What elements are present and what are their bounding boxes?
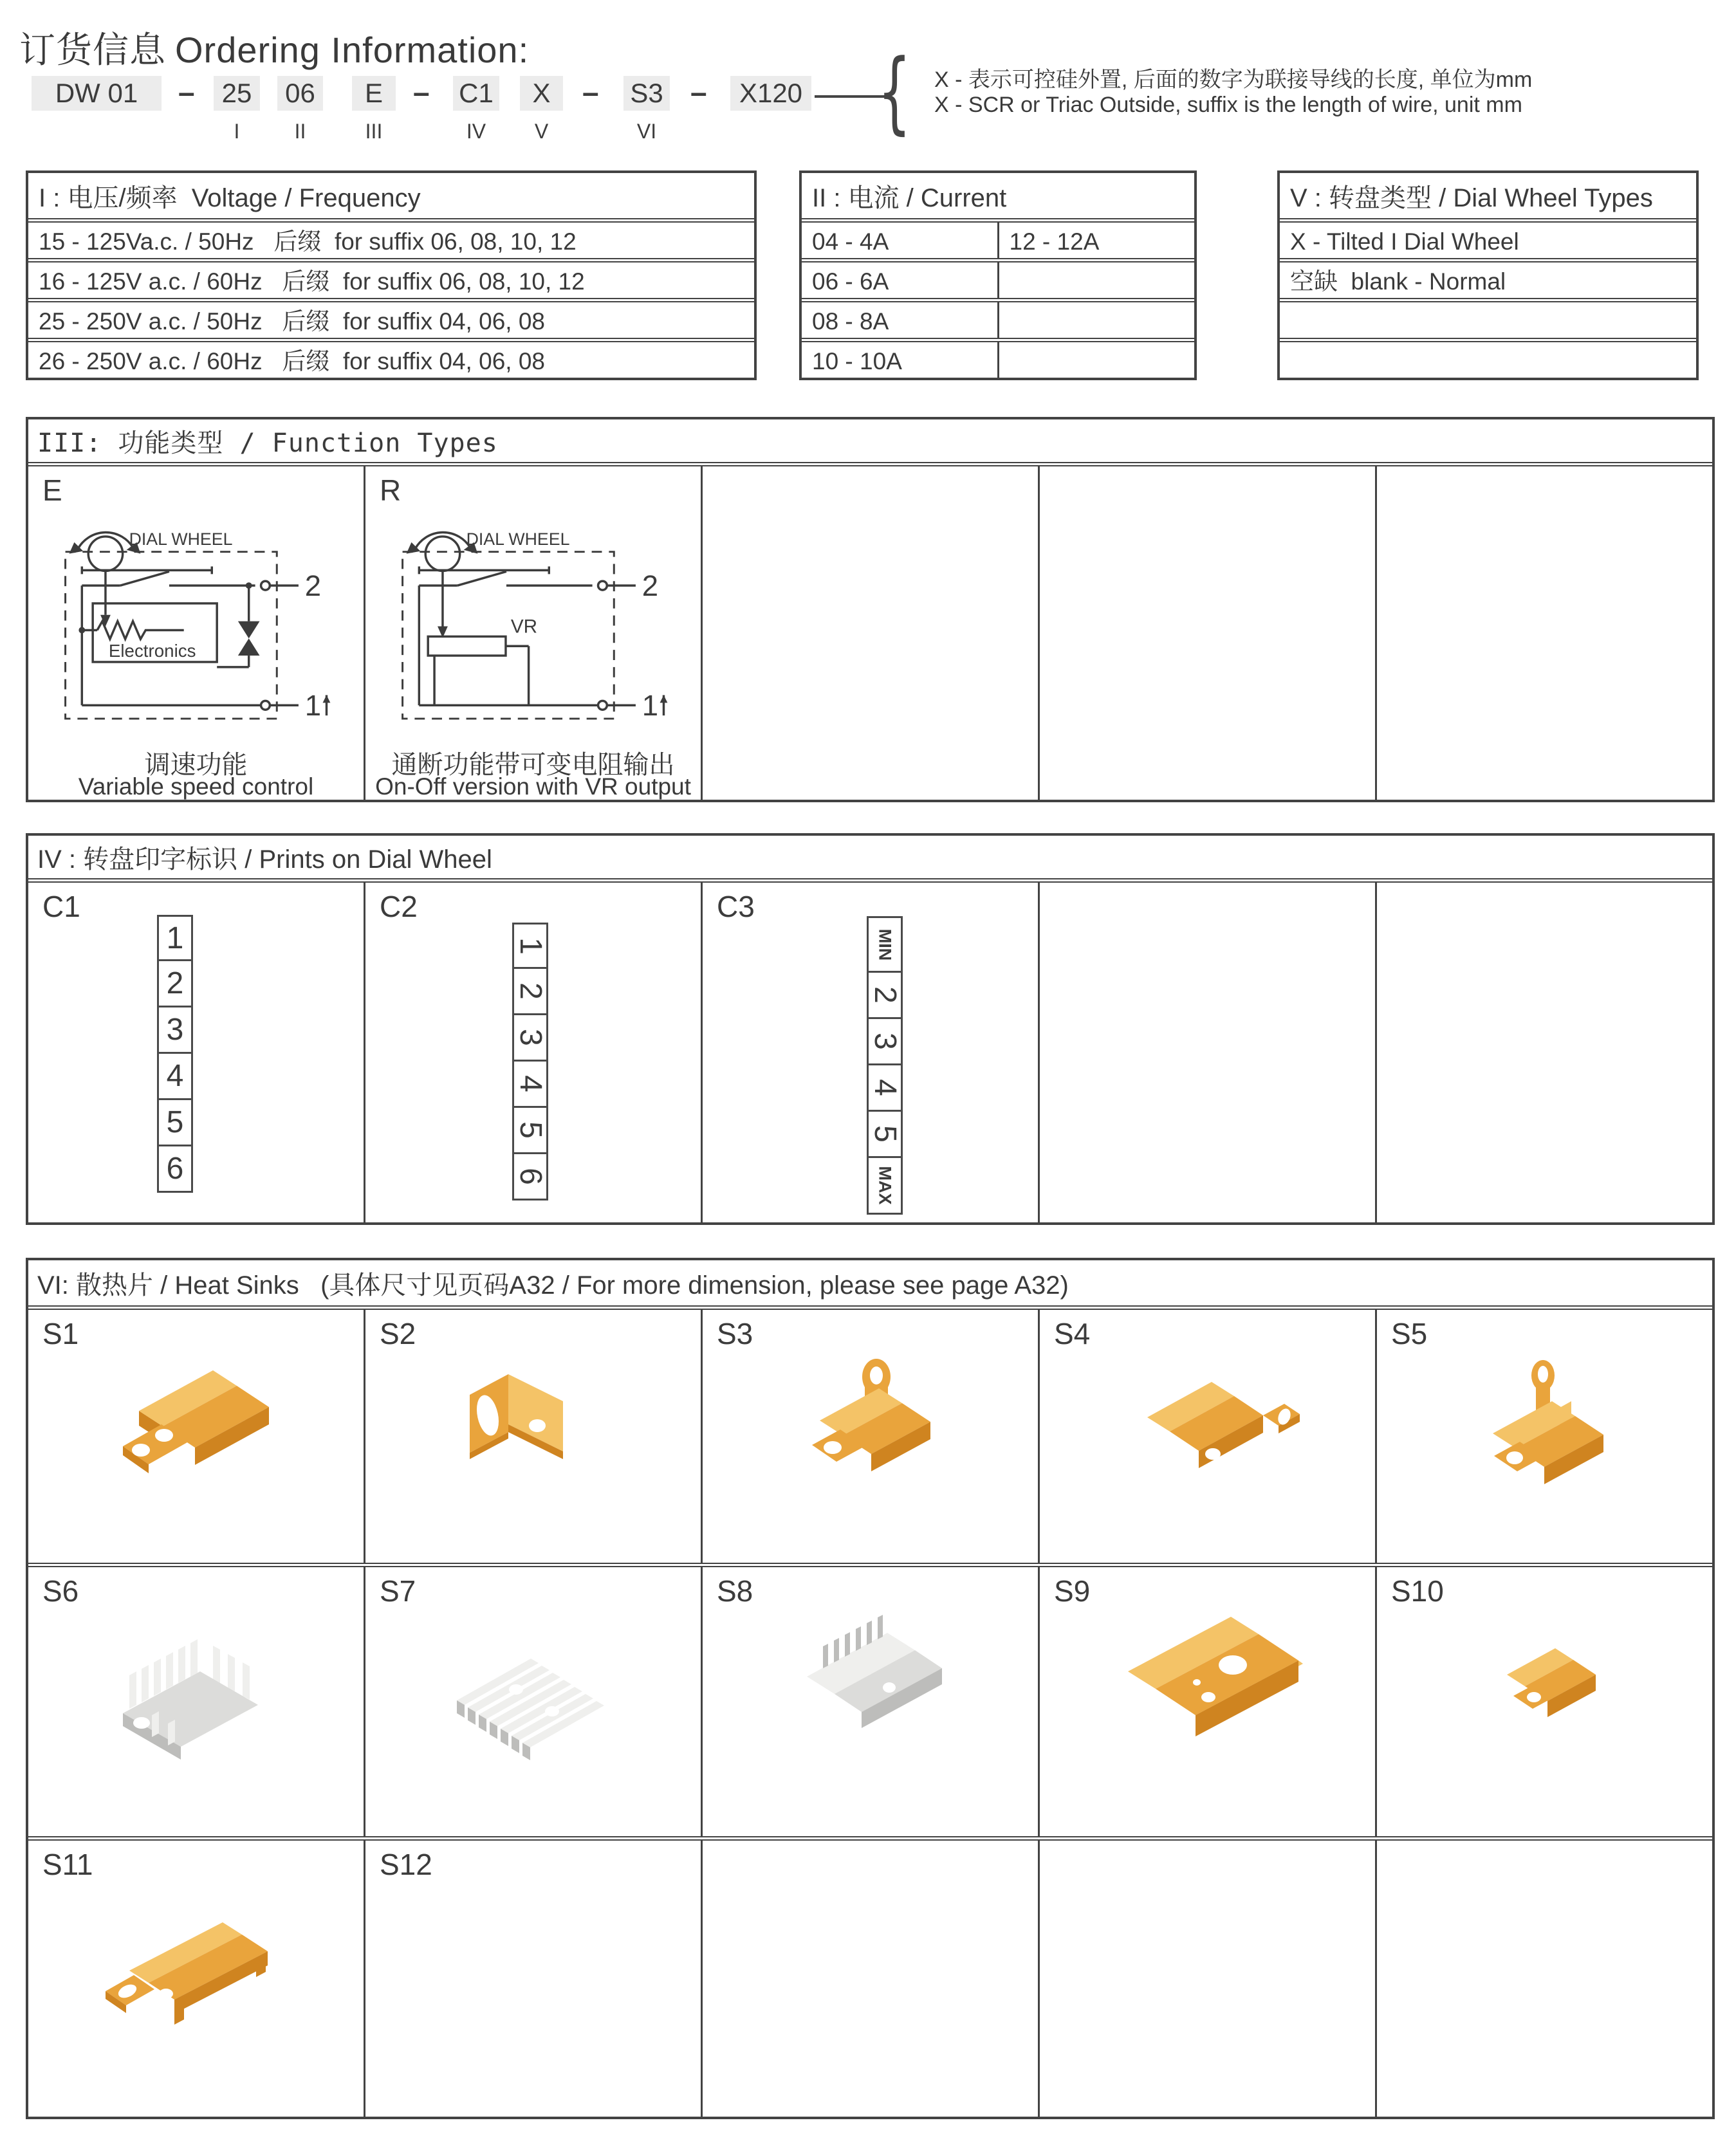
rotation-arc-icon	[78, 532, 133, 548]
table-cell	[997, 262, 1195, 298]
circuit-diagram-e	[39, 514, 357, 740]
heatsink-s1-image	[68, 1343, 313, 1536]
table-row	[802, 218, 1194, 258]
heatsink-label: S3	[717, 1317, 753, 1350]
current-table-header: II : 电流 / Current	[812, 183, 1007, 212]
prints-cell-empty	[1038, 883, 1375, 1222]
heatsink-cell-s10	[1375, 1567, 1712, 1836]
heatsink-s7-image	[405, 1601, 650, 1794]
code-numeral-V: V	[534, 120, 549, 143]
function-code-label: E	[42, 474, 62, 507]
heatsink-s9-image	[1080, 1601, 1324, 1794]
strip-cell: MIN	[867, 916, 903, 973]
heatsink-label: S8	[717, 1574, 753, 1608]
table-cell: 04 - 4A	[812, 228, 889, 255]
strip-cell: 4	[867, 1065, 903, 1112]
table-row: 25 - 250V a.c. / 50Hz 后缀 for suffix 04, 06, 08	[28, 298, 754, 338]
prints-code-label: C2	[380, 890, 418, 923]
caption-zh: 调速功能	[144, 751, 248, 779]
table-cell: 12 - 12A	[997, 223, 1195, 258]
prints-table-header: IV : 转盘印字标识 / Prints on Dial Wheel	[37, 845, 492, 874]
function-table-body	[28, 462, 1712, 800]
vr-label: VR	[510, 616, 538, 638]
heatsink-label: S9	[1054, 1574, 1091, 1608]
rotation-arc-icon	[415, 532, 470, 548]
function-cell-empty	[1038, 466, 1375, 800]
heatsink-s5-image	[1417, 1343, 1661, 1536]
table-row	[802, 298, 1194, 338]
code-box-e: E	[352, 76, 396, 111]
note-line-en: X - SCR or Triac Outside, suffix is the length of wire, unit mm	[934, 93, 1522, 117]
heatsink-cell-s5	[1375, 1310, 1712, 1563]
strip-cell: 4	[512, 1062, 548, 1108]
table-cell: 10 - 10A	[812, 348, 902, 374]
strip-cell: 6	[157, 1146, 193, 1193]
prints-code-label: C1	[42, 890, 80, 923]
voltage-table-header: I : 电压/频率 Voltage / Frequency	[39, 183, 421, 212]
table-cell: 08 - 8A	[812, 308, 889, 335]
terminal-1-label: 1	[304, 689, 322, 722]
code-box-s3: S3	[623, 76, 670, 111]
code-segment-x	[520, 76, 563, 143]
heatsink-label: S7	[380, 1574, 416, 1608]
heatsink-cell-s9	[1038, 1567, 1375, 1836]
code-dash: –	[413, 75, 430, 109]
heatsink-s10-image	[1417, 1601, 1661, 1794]
code-segment-c1	[453, 76, 499, 143]
strip-cell: 6	[512, 1154, 548, 1200]
dial-wheel-label: DIAL WHEEL	[466, 529, 570, 549]
strip-cell: 1	[157, 915, 193, 961]
terminal-1-label: 1	[642, 689, 659, 722]
heatsinks-row-2	[28, 1563, 1712, 1836]
code-box-x: X	[520, 76, 563, 111]
heatsink-s11-image	[68, 1874, 313, 2067]
code-dash: –	[690, 75, 707, 109]
heatsink-cell-s11	[28, 1841, 364, 2117]
code-box-c1: C1	[453, 76, 499, 111]
heatsink-cell-s3	[701, 1310, 1038, 1563]
heatsink-cell-empty	[1375, 1841, 1712, 2117]
table-row	[1280, 338, 1696, 378]
heatsink-label: S5	[1391, 1317, 1428, 1350]
heat-sinks-table	[26, 1258, 1715, 2119]
code-numeral-VI: VI	[636, 120, 657, 143]
strip-cell: 1	[512, 923, 548, 969]
strip-cell: 4	[157, 1054, 193, 1100]
strip-cell: 2	[867, 973, 903, 1019]
table-row	[1280, 298, 1696, 338]
strip-cell: 2	[512, 969, 548, 1015]
note-line-zh: X - 表示可控硅外置, 后面的数字为联接导线的长度, 单位为mm	[934, 68, 1533, 92]
heatsink-s3-image	[743, 1343, 987, 1536]
heatsink-cell-s6	[28, 1567, 364, 1836]
heatsink-cell-s4	[1038, 1310, 1375, 1563]
code-numeral-I: I	[234, 120, 240, 143]
table-row: 15 - 125Va.c. / 50Hz 后缀 for suffix 06, 08, 10, 12	[28, 218, 754, 258]
function-cell-empty	[701, 466, 1038, 800]
strip-cell: 3	[157, 1007, 193, 1054]
code-box-x120: X120	[730, 76, 811, 111]
heatsink-s4-image	[1080, 1343, 1324, 1536]
caption-en: On-Off version with VR output	[375, 773, 691, 800]
heatsink-cell-empty	[701, 1841, 1038, 2117]
dial-wheel-types-table	[1277, 170, 1699, 380]
dial-wheel-label: DIAL WHEEL	[129, 529, 233, 549]
heatsink-cell-s2	[364, 1310, 701, 1563]
heatsink-label: S11	[42, 1848, 93, 1881]
page-title-en: Ordering Information:	[175, 30, 530, 70]
function-cell-empty	[1375, 466, 1712, 800]
strip-cell: 5	[867, 1112, 903, 1158]
voltage-frequency-table	[26, 170, 757, 380]
connector-line	[815, 95, 885, 98]
dial-strip-c1	[157, 915, 193, 1193]
code-segment-s3	[623, 76, 670, 143]
table-row	[802, 258, 1194, 298]
electronics-label: Electronics	[108, 641, 196, 661]
code-segment-25	[214, 76, 260, 143]
table-row: X - Tilted I Dial Wheel	[1280, 218, 1696, 258]
code-numeral-III: III	[365, 120, 383, 143]
table-row: 16 - 125V a.c. / 60Hz 后缀 for suffix 06, 08, 10, 12	[28, 258, 754, 298]
prints-cell-empty	[1375, 883, 1712, 1222]
table-row: 空缺 blank - Normal	[1280, 258, 1696, 298]
code-box-dw01: DW 01	[32, 76, 162, 111]
heatsink-cell-s7	[364, 1567, 701, 1836]
triac-icon	[238, 621, 260, 639]
function-table-header: III: 功能类型 / Function Types	[37, 428, 498, 458]
table-row	[802, 338, 1194, 378]
prints-cell-c3	[701, 883, 1038, 1222]
table-row: 26 - 250V a.c. / 60Hz 后缀 for suffix 04, 06, 08	[28, 338, 754, 378]
heatsink-label: S6	[42, 1574, 79, 1608]
strip-cell: 5	[157, 1100, 193, 1146]
strip-cell: 5	[512, 1108, 548, 1154]
heatsink-s8-image	[743, 1601, 987, 1794]
heatsink-s6-image	[68, 1601, 313, 1794]
table-cell	[997, 302, 1195, 338]
heatsink-cell-s1	[28, 1310, 364, 1563]
prints-cell-c1	[28, 883, 364, 1222]
page-title-zh: 订货信息	[19, 30, 166, 70]
up-arrow-icon	[323, 695, 331, 703]
heatsink-cell-s8	[701, 1567, 1038, 1836]
triac-icon	[238, 638, 260, 656]
code-segment-x120	[730, 76, 811, 111]
heatsinks-row-3	[28, 1836, 1712, 2117]
dial-strip-c2	[512, 923, 548, 1200]
code-dash: –	[582, 75, 599, 109]
prints-on-dial-wheel-table	[26, 833, 1715, 1225]
strip-cell: MAX	[867, 1158, 903, 1215]
strip-cell: 3	[867, 1019, 903, 1065]
prints-cell-c2	[364, 883, 701, 1222]
dialwheel-table-header: V : 转盘类型 / Dial Wheel Types	[1290, 183, 1653, 212]
heatsink-cell-empty	[1038, 1841, 1375, 2117]
code-segment-dw01	[32, 76, 162, 111]
heatsink-s2-image	[405, 1343, 650, 1536]
brace-glyph: {	[878, 40, 912, 145]
terminal-2-label: 2	[304, 569, 322, 602]
heatsink-label: S12	[380, 1848, 432, 1881]
strip-cell: 3	[512, 1015, 548, 1062]
code-box-06: 06	[277, 76, 323, 111]
code-numeral-II: II	[294, 120, 306, 143]
heatsinks-row-1	[28, 1305, 1712, 1563]
heatsink-cell-s12	[364, 1841, 701, 2117]
page-title	[19, 22, 529, 73]
circuit-diagram-r	[376, 514, 694, 740]
table-cell	[997, 342, 1195, 378]
heatsink-label: S10	[1391, 1574, 1444, 1608]
terminal-2-label: 2	[642, 569, 659, 602]
code-numeral-IV: IV	[466, 120, 486, 143]
function-cell-r	[364, 466, 701, 800]
strip-cell: 2	[157, 961, 193, 1007]
function-cell-e	[28, 466, 364, 800]
caption-en: Variable speed control	[78, 773, 314, 800]
prints-code-label: C3	[717, 890, 755, 923]
heatsinks-table-header: VI: 散热片 / Heat Sinks (具体尺寸见页码A32 / For more dimension, please see page A32)	[37, 1271, 1069, 1300]
dial-strip-c3	[867, 916, 903, 1215]
heatsink-label: S2	[380, 1317, 416, 1350]
heatsink-label: S1	[42, 1317, 79, 1350]
function-code-label: R	[380, 474, 402, 507]
code-dash: –	[178, 75, 195, 109]
prints-table-body	[28, 878, 1712, 1222]
table-cell: 06 - 6A	[812, 268, 889, 295]
code-segment-06	[277, 76, 323, 143]
heatsink-label: S4	[1054, 1317, 1091, 1350]
function-types-table	[26, 417, 1715, 802]
up-arrow-icon	[660, 695, 668, 703]
code-segment-e	[352, 76, 396, 143]
current-table	[799, 170, 1197, 380]
caption-zh: 通断功能带可变电阻输出	[391, 751, 675, 779]
code-box-25: 25	[214, 76, 260, 111]
